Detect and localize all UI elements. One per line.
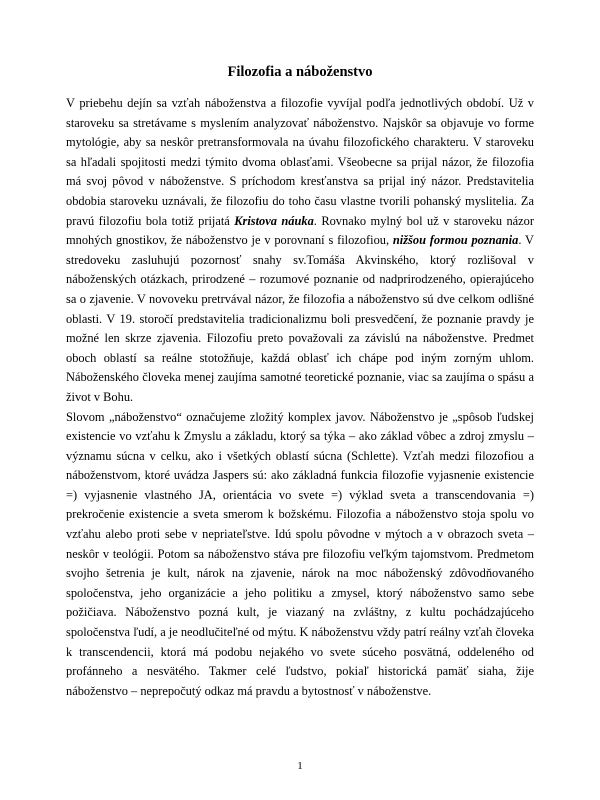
document-body — [66, 94, 534, 701]
emphasis-nizsou-formou-poznania: nižšou formou poznania — [392, 233, 519, 248]
paragraph-1-text-1: V priebehu dejín sa vzťah náboženstva a filozofie vyvíjal podľa jednotlivých období. Už v staroveku sa stretávame s myslením analyzovať náboženstvo. Najskôr sa objavuje vo forme mytológie, aby sa neskôr pretransformovala na úvahu filozofického charakteru. V staroveku sa hľadali spojitosti medzi týmito dvoma oblasťami. Všeobecne sa prijal názor, že filozofia má svoj pôvod v náboženstve. S príchodom kresťanstva sa prijal iný názor. Predstavitelia obdobia staroveku uznávali, že filozofiu do toho času vlastne tvorili pohanský myslitelia. Za pravú filozofiu bola totiž prijatá — [66, 96, 534, 228]
emphasis-kristova-nauka: Kristova náuka — [234, 213, 314, 228]
paragraph-1-text-2: . Rovnako mylný bol už v staroveku názor mnohých gnostikov, že náboženstvo je v porovnaní s filozofiou, — [66, 213, 534, 248]
paragraph-2: Slovom „náboženstvo“ označujeme zložitý komplex javov. Náboženstvo je „spôsob ľudskej existencie vo vzťahu k Zmyslu a základu, ktorý sa týka – ako základ vôbec a zdroj zmyslu – významu súcna v celku, ako i všetkých oblastí súcna (Schlette). Vzťah medzi filozofiou a náboženstvom, ktoré uvádza Jaspers sú: ako základná funkcia filozofie vyjasnenie existencie =) vyjasnenie vlastného JA, orientácia vo svete =) výklad sveta a transcendovania =) prekročenie existencie a sveta smerom k božskému. Filozofia a náboženstvo stoja spolu vo vzťahu alebo proti sebe v nepriateľstve. Idú spolu pôvodne v mýtoch a v obrazoch sveta – neskôr v teológii. Potom sa náboženstvo stáva pre filozofiu veľkým tajomstvom. Predmetom svojho šetrenia je kult, nárok na zjavenie, nárok na moc náboženský zdôvodňovaného spoločenstva, jeho organizácie a jeho politiku a zmysel, ktorý náboženstvo samo sebe požičiava. Náboženstvo pozná kult, je viazaný na zvláštny, z kultu pochádzajúceho spoločenstva ľudí, a je neodlučiteľné od mýtu. K náboženstvu vždy patrí reálny vzťah človeka k transcendencii, ktorá má podobu nejakého vo svete súceho posvätná, oddeleného od profánneho a nesvätého. Takmer celé ľudstvo, pokiaľ historická pamäť siaha, žije náboženstvo – neprepočutý odkaz má pravdu a bytostnosť v náboženstve. — [66, 409, 534, 698]
page-number: 1 — [297, 760, 303, 772]
paragraph-1-text-3: . V stredoveku zasluhujú pozornosť snahy sv.Tomáša Akvinského, ktorý rozlišoval v náboženských otázkach, prirodzené – rozumové poznanie od nadprirodzeného, opierajúceho sa o zjavenie. V novoveku pretrvával názor, že filozofia a náboženstvo sú dve celkom odlišné oblasti. V 19. storočí predstavitelia tradicionalizmu boli presvedčení, že poznanie pravdy je možné len skrze zjavenia. Filozofiu preto považovali za závislú na náboženstve. Predmet oboch oblastí sa reálne stotožňuje, každá oblasť ich chápe pod iným zorným uhlom. Náboženského človeka menej zaujíma samotné teoretické poznanie, viac sa zaujíma o spásu a život v Bohu. — [66, 233, 534, 404]
document-title: Filozofia a náboženstvo — [227, 64, 373, 80]
paragraph-1 — [66, 94, 534, 408]
